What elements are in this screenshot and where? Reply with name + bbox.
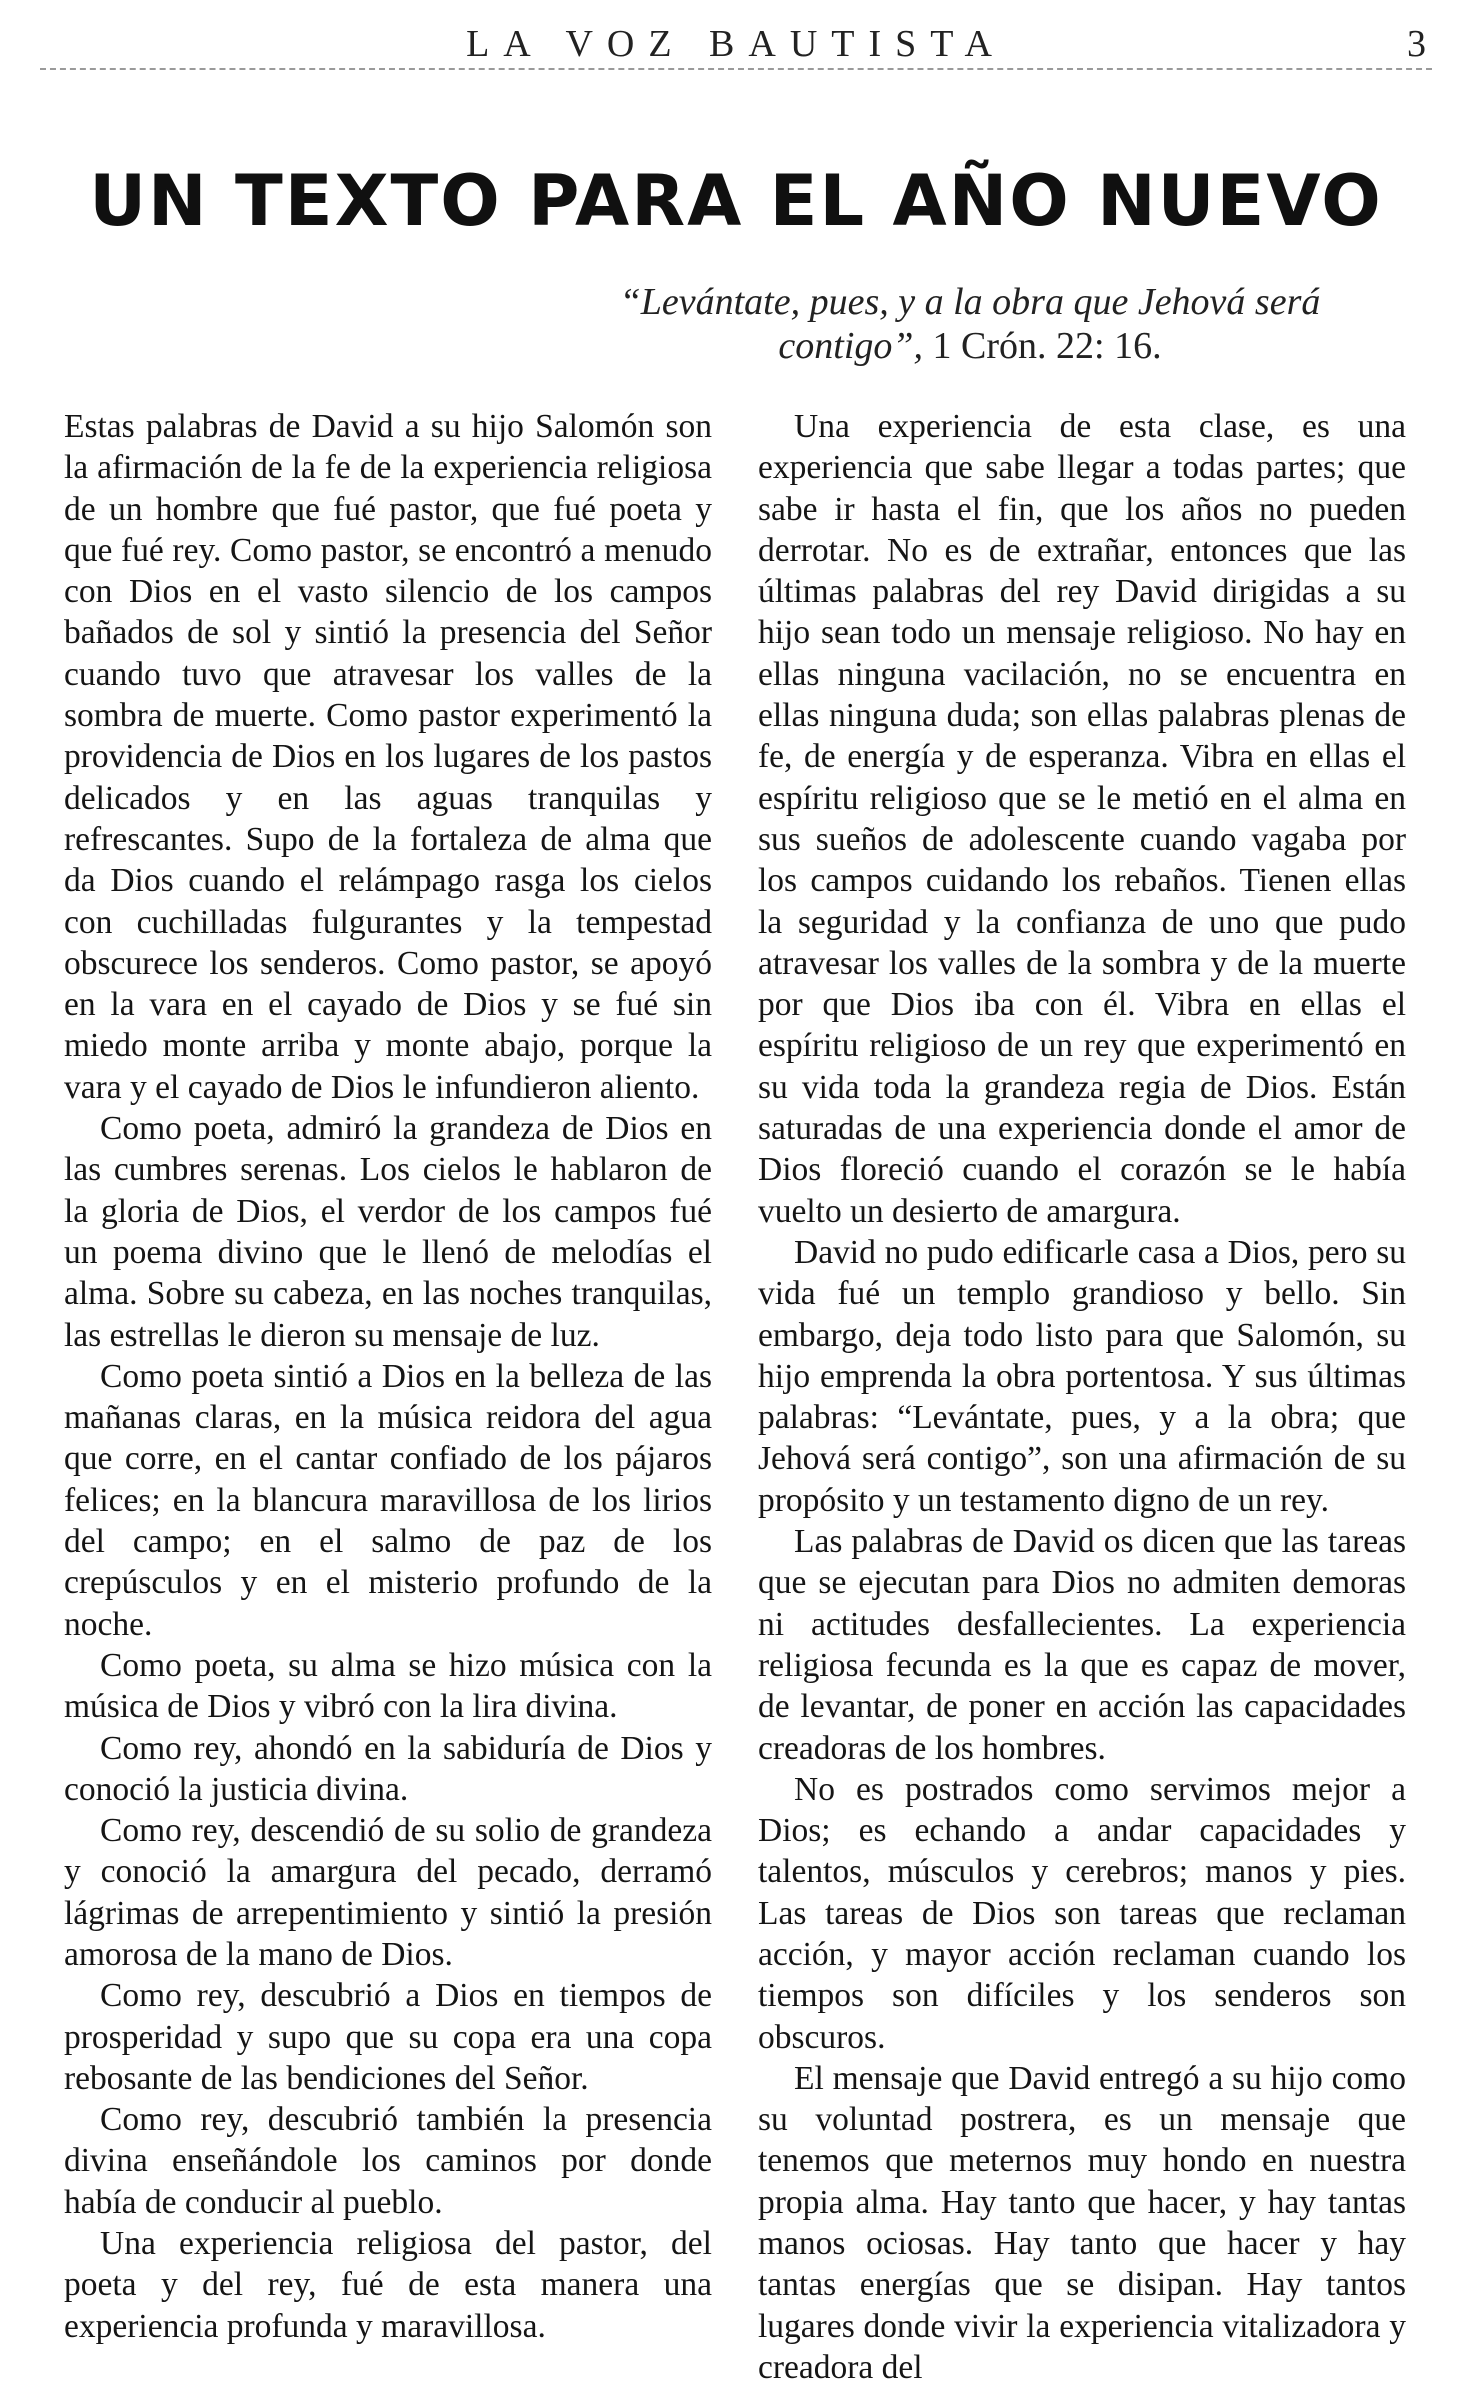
paragraph: Como poeta, admiró la grandeza de Dios en las cumbres serenas. Los cielos le hablaron de la gloria de Dios, el verdor de los campos fué un poema divino que le llenó de melodías el alma. Sobre su cabeza, en las noches tranquilas, las estrellas le dieron su mensaje de luz. (64, 1110, 712, 1354)
paragraph: Las palabras de David os dicen que las tareas que se ejecutan para Dios no admiten demoras ni actitudes desfallecientes. La experiencia religiosa fecunda es la que es capaz de mover, de levantar, de poner en acción las capacidades creadoras de los hombres. (758, 1523, 1406, 1767)
paragraph: Como rey, ahondó en la sabiduría de Dios y conoció la justicia divina. (64, 1729, 712, 1808)
paragraph: Una experiencia religiosa del pastor, del poeta y del rey, fué de esta manera una experiencia profunda y maravillosa. (64, 2225, 712, 2345)
header-rule (40, 68, 1432, 70)
article-title: UN TEXTO PARA EL AÑO NUEVO (89, 160, 1383, 242)
paragraph: No es postrados como servimos mejor a Dios; es echando a andar capacidades y talentos, músculos y cerebros; manos y pies. Las tareas de Dios son tareas que reclaman acción, y mayor acción reclaman cuando los tiempos son difíciles y los senderos son obscuros. (758, 1770, 1406, 2056)
page-number: 3 (1407, 23, 1426, 65)
paragraph: Como rey, descendió de su solio de grandeza y conoció la amargura del pecado, derramó lágrimas de arrepentimiento y sintió la presión amorosa de la mano de Dios. (64, 1812, 712, 1973)
paragraph: Estas palabras de David a su hijo Salomón son la afirmación de la fe de la experiencia religiosa de un hombre que fué pastor, que fué poeta y que fué rey. Como pastor, se encontró a menudo con Dios en el vasto silencio de los campos bañados de sol y sintió la presencia del Señor cuando tuvo que atravesar los valles de la sombra de muerte. Como pastor experimentó la providencia de Dios en los lugares de los pastos delicados y en las aguas tranquilas y refrescantes. Supo de la fortaleza de alma que da Dios cuando el relámpago rasga los cielos con cuchilladas fulgurantes y la tempestad obscurece los senderos. Como pastor, se apoyó en la vara en el cayado de Dios y se fué sin miedo monte arriba y monte abajo, porque la vara y el cayado de Dios le infundieron aliento. (64, 408, 712, 1106)
left-column (64, 406, 712, 2347)
page-header (0, 18, 1472, 68)
paragraph: El mensaje que David entregó a su hijo como su voluntad postrera, es un mensaje que tenemos que meternos muy hondo en nuestra propia alma. Hay tanto que hacer, y hay tantas manos ociosas. Hay tanto que hacer y hay tantas energías que se disipan. Hay tantos lugares donde vivir la experiencia vitalizadora y creadora del (758, 2059, 1406, 2386)
paragraph: Como rey, descubrió también la presencia divina enseñándole los caminos por donde había de conducir al pueblo. (64, 2101, 712, 2221)
epigraph (560, 280, 1380, 368)
paragraph: Una experiencia de esta clase, es una experiencia que sabe llegar a todas partes; que sabe ir hasta el fin, que los años no pueden derrotar. No es de extrañar, entonces que las últimas palabras del rey David dirigidas a su hijo sean todo un mensaje religioso. No hay en ellas ninguna vacilación, no se encuentra en ellas ninguna duda; son ellas palabras plenas de fe, de energía y de esperanza. Vibra en ellas el espíritu religioso que se le metió en el alma en sus sueños de adolescente cuando vagaba por los campos cuidando los rebaños. Tienen ellas la seguridad y la confianza de uno que pudo atravesar los valles de la sombra y de la muerte por que Dios iba con él. Vibra en ellas el espíritu religioso de un rey que experimentó en su vida toda la grandeza regia de Dios. Están saturadas de una experiencia donde el amor de Dios floreció cuando el corazón se le había vuelto un desierto de amargura. (758, 408, 1406, 1230)
running-title: LA VOZ BAUTISTA (466, 23, 1006, 65)
right-column (758, 406, 1406, 2388)
paragraph: Como rey, descubrió a Dios en tiempos de prosperidad y supo que su copa era una copa rebosante de las bendiciones del Señor. (64, 1977, 712, 2097)
paragraph: David no pudo edificarle casa a Dios, pero su vida fué un templo grandioso y bello. Sin embargo, deja todo listo para que Salomón, su hijo emprenda la obra portentosa. Y sus últimas palabras: “Levántate, pues, y a la obra; que Jehová será contigo”, son una afirmación de su propósito y un testamento digno de un rey. (758, 1233, 1406, 1519)
paragraph: Como poeta, su alma se hizo música con la música de Dios y vibró con la lira divina. (64, 1646, 712, 1726)
epigraph-reference: 1 Crón. 22: 16. (923, 325, 1162, 367)
paragraph: Como poeta sintió a Dios en la belleza de las mañanas claras, en la música reidora del agua que corre, en el cantar confiado de los pájaros felices; en la blancura maravillosa de los lirios del campo; en el salmo de paz de los crepúsculos y en el misterio profundo de la noche. (64, 1357, 712, 1643)
epigraph-quote: “Levántate, pues, y a la obra que Jehová será contigo”, (619, 281, 1321, 367)
